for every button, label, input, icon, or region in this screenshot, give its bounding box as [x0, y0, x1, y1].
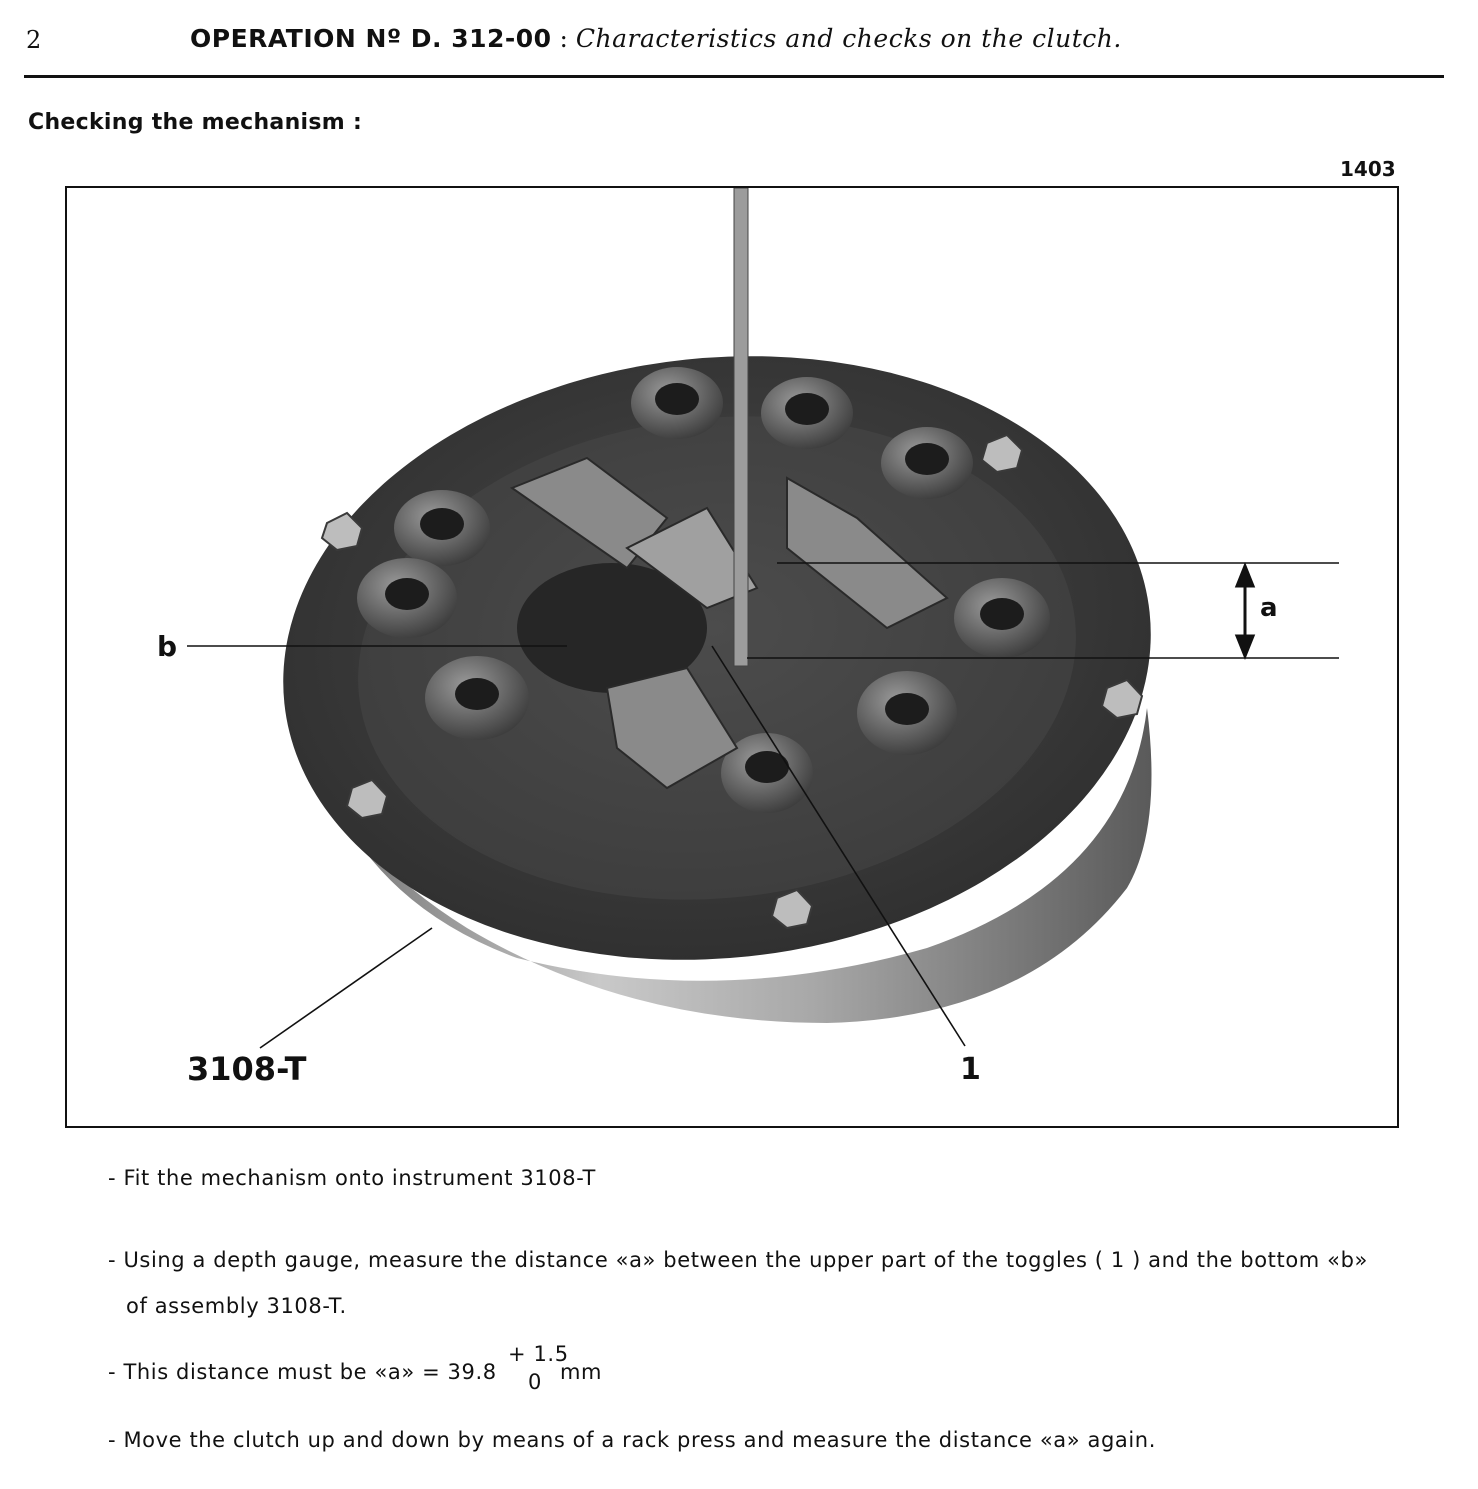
step-distance-spec — [108, 1342, 603, 1394]
callout-toggle-1: 1 — [960, 1052, 981, 1087]
operation-code: OPERATION Nº D. 312-00 — [190, 24, 552, 53]
step-fit-mechanism: - Fit the mechanism onto instrument 3108-T — [108, 1166, 596, 1190]
page-number: 2 — [26, 26, 42, 54]
operation-header — [190, 24, 1122, 53]
header-rule — [24, 75, 1444, 78]
tolerance-lower: 0 — [528, 1370, 542, 1394]
tolerance-upper: + 1.5 — [508, 1342, 569, 1366]
tolerance — [504, 1342, 569, 1394]
step-measure-line-1: - Using a depth gauge, measure the distance «a» between the upper part of the toggles ( 1 ) and the bottom «b» — [108, 1248, 1368, 1272]
step-measure-line-2: of assembly 3108-T. — [126, 1294, 347, 1318]
spec-prefix: - This distance must be «a» = 39.8 — [108, 1360, 497, 1384]
callout-a: a — [1260, 593, 1278, 623]
header-separator: : — [551, 24, 576, 53]
spec-unit: mm — [560, 1360, 603, 1384]
dimension-arrow-a — [1237, 566, 1253, 656]
clutch-photo-illustration — [67, 188, 1401, 1130]
depth-gauge-rod — [734, 188, 748, 666]
callout-3108-t: 3108-T — [187, 1050, 307, 1088]
callout-b: b — [157, 630, 178, 663]
section-heading: Checking the mechanism : — [28, 110, 363, 135]
figure-frame — [65, 186, 1399, 1128]
figure-number: 1403 — [1340, 157, 1396, 181]
operation-title: Characteristics and checks on the clutch. — [575, 24, 1122, 53]
step-move-clutch: - Move the clutch up and down by means of a rack press and measure the distance «a» again. — [108, 1428, 1156, 1452]
